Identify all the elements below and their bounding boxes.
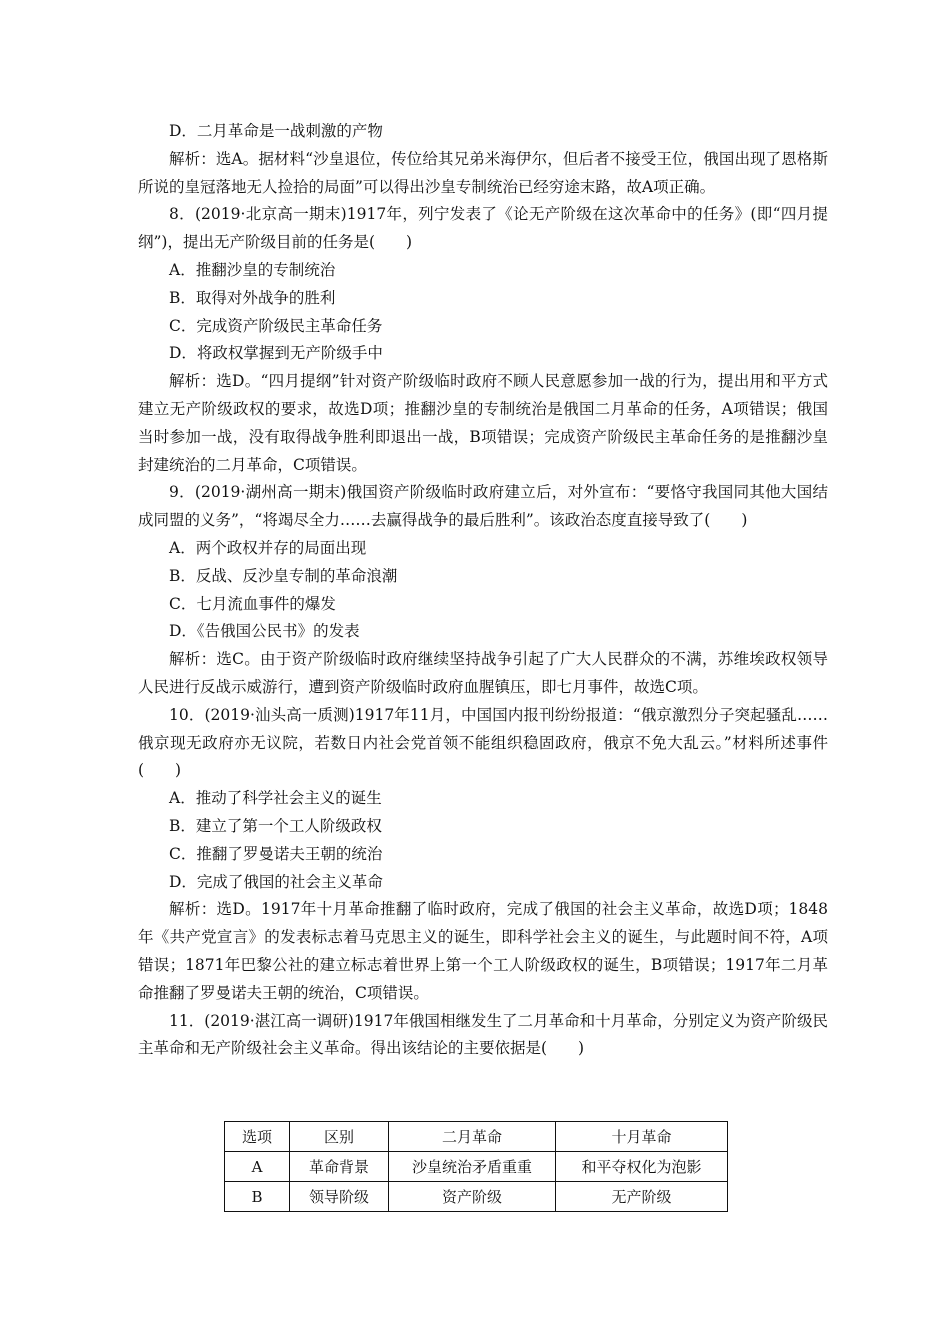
analysis-q8: 解析：选D。“四月提纲”针对资产阶级临时政府不顾人民意愿参加一战的行为，提出用和平方式建立无产阶级政权的要求，故选D项；推翻沙皇的专制统治是俄国二月革命的任务，A项错误；俄国当时参加一战，没有取得战争胜利即退出一战，B项错误；完成资产阶级民主革命任务的是推翻沙皇封建统治的二月革命，C项错误。 [138,372,828,474]
option-b-q9: B．反战、反沙皇专制的革命浪潮 [169,566,398,585]
option-c-q8: C．完成资产阶级民主革命任务 [169,316,383,335]
table-cell: 革命背景 [290,1152,389,1182]
table-header-cell: 十月革命 [556,1122,728,1152]
table-cell: 资产阶级 [389,1182,556,1212]
analysis-q9: 解析：选C。由于资产阶级临时政府继续坚持战争引起了广大人民群众的不满，苏维埃政权领导人民进行反战示威游行，遭到资产阶级临时政府血腥镇压，即七月事件，故选C项。 [138,650,828,696]
analysis-q10: 解析：选D。1917年十月革命推翻了临时政府，完成了俄国的社会主义革命，故选D项；1848年《共产党宣言》的发表标志着马克思主义的诞生，即科学社会主义的诞生，与此题时间不符，A项错误；1871年巴黎公社的建立标志着世界上第一个工人阶级政权的诞生，B项错误；1917年二月革命推翻了罗曼诺夫王朝的统治，C项错误。 [138,900,828,1002]
option-d-q10: D．完成了俄国的社会主义革命 [169,872,383,891]
table-cell: 无产阶级 [556,1182,728,1212]
option-d-q7: D．二月革命是一战刺激的产物 [169,122,383,140]
page-content [138,118,828,1063]
option-c-q10: C．推翻了罗曼诺夫王朝的统治 [169,844,383,863]
table-row [225,1152,728,1182]
table-cell: 和平夺权化为泡影 [556,1152,728,1182]
table-cell: 沙皇统治矛盾重重 [389,1152,556,1182]
question-8: 8．(2019·北京高一期末)1917年，列宁发表了《论无产阶级在这次革命中的任务》(即“四月提纲”)，提出无产阶级目前的任务是( ) [138,205,828,252]
table-cell: B [225,1182,290,1212]
option-d-q9: D．《告俄国公民书》的发表 [169,622,360,641]
option-d-q8: D．将政权掌握到无产阶级手中 [169,344,383,363]
table-cell: A [225,1152,290,1182]
table-header-cell: 二月革命 [389,1122,556,1152]
option-a-q9: A．两个政权并存的局面出现 [169,538,367,557]
option-a-q8: A．推翻沙皇的专制统治 [169,260,336,279]
analysis-q7: 解析：选A。据材料“沙皇退位，传位给其兄弟米海伊尔，但后者不接受王位，俄国出现了恩格斯所说的皇冠落地无人捡拾的局面”可以得出沙皇专制统治已经穷途末路，故A项正确。 [138,149,828,196]
table-header-cell: 选项 [225,1122,290,1152]
question-10: 10．(2019·汕头高一质测)1917年11月，中国国内报刊纷纷报道：“俄京激烈分子突起骚乱……俄京现无政府亦无议院，若数日内社会党首领不能组织稳固政府，俄京不免大乱云。”材料所述事件( ) [138,705,828,780]
question-9: 9．(2019·湖州高一期末)俄国资产阶级临时政府建立后，对外宣布：“要恪守我国同其他大国结成同盟的义务”，“将竭尽全力……去赢得战争的最后胜利”。该政治态度直接导致了( ) [138,483,828,530]
comparison-table [224,1121,728,1212]
option-b-q10: B．建立了第一个工人阶级政权 [169,816,382,835]
question-11: 11．(2019·湛江高一调研)1917年俄国相继发生了二月革命和十月革命，分别定义为资产阶级民主革命和无产阶级社会主义革命。得出该结论的主要依据是( ) [138,1011,828,1058]
option-a-q10: A．推动了科学社会主义的诞生 [169,789,382,808]
table-header-cell: 区别 [290,1122,389,1152]
option-c-q9: C．七月流血事件的爆发 [169,594,336,613]
option-b-q8: B．取得对外战争的胜利 [169,288,336,307]
table-cell: 领导阶级 [290,1182,389,1212]
table-header-row [225,1122,728,1152]
table-row [225,1182,728,1212]
